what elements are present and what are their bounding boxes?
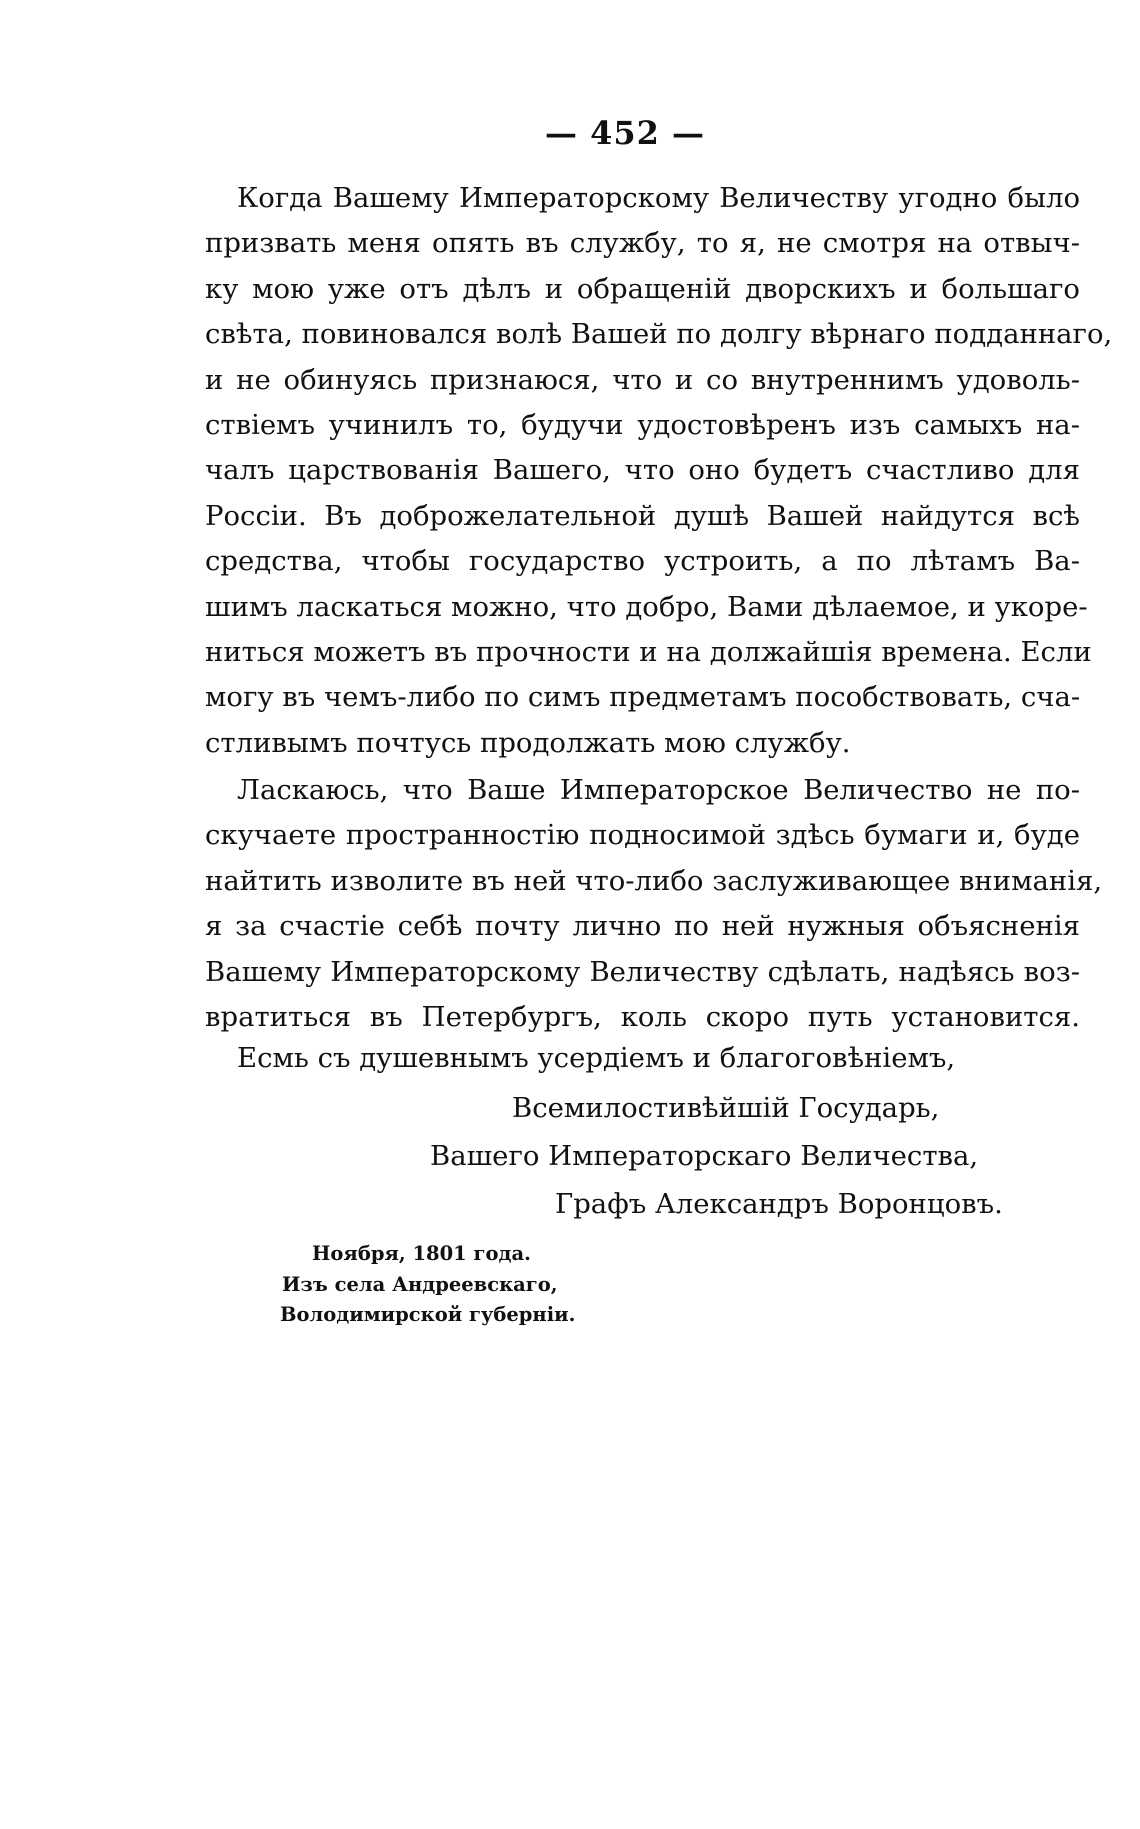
text-line: свѣта, повиновался волѣ Вашей по долгу вѣрнаго подданнаго, xyxy=(205,318,1113,351)
dateline-village: Изъ села Андреевскаго, xyxy=(282,1273,558,1296)
text-line: Ласкаюсь, что Ваше Императорское Величество не по- xyxy=(237,774,1080,806)
text-line: стливымъ почтусь продолжать мою службу. xyxy=(205,726,851,759)
paragraph-1 xyxy=(205,176,1113,766)
page-number: — 452 — xyxy=(544,114,706,152)
signature-salutation: Всемилостивѣйшій Государь, xyxy=(512,1092,940,1124)
text-line: найтить изволите въ ней что-либо заслуживающее вниманія, xyxy=(205,864,1103,897)
text-line: ствіемъ учинилъ то, будучи удостовѣренъ изъ самыхъ на- xyxy=(205,409,1080,442)
text-line: Россіи. Въ доброжелательной душѣ Вашей найдутся всѣ xyxy=(205,499,1080,532)
text-line: могу въ чемъ-либо по симъ предметамъ пособствовать, сча- xyxy=(205,681,1081,714)
text-line: ниться можетъ въ прочности и на должайшія времена. Если xyxy=(205,636,1092,669)
text-line: Когда Вашему Императорскому Величеству угодно было xyxy=(237,182,1080,214)
text-line: я за счастіе себѣ почту лично по ней нужныя объясненія xyxy=(205,910,1080,943)
closing-line: Есмь съ душевнымъ усердіемъ и благоговѣніемъ, xyxy=(237,1042,956,1074)
text-line: вратиться въ Петербургъ, коль скоро путь установится. xyxy=(205,1001,1080,1034)
signature-name: Графъ Александръ Воронцовъ. xyxy=(555,1188,1003,1220)
dateline-province: Володимирской губерніи. xyxy=(280,1303,576,1326)
text-line: ку мою уже отъ дѣлъ и обращеній дворскихъ и большаго xyxy=(205,272,1080,305)
text-line: и не обинуясь признаюся, что и со внутреннимъ удоволь- xyxy=(205,363,1080,396)
paragraph-2 xyxy=(205,768,1103,1040)
text-line: скучаете пространностію подносимой здѣсь бумаги и, буде xyxy=(205,819,1080,852)
text-line: чалъ царствованія Вашего, что оно будетъ счастливо для xyxy=(205,454,1080,487)
signature-majesty: Вашего Императорскаго Величества, xyxy=(430,1140,979,1172)
dateline-date: Ноября, 1801 года. xyxy=(312,1242,531,1265)
text-line: призвать меня опять въ службу, то я, не смотря на отвыч- xyxy=(205,227,1080,260)
text-line: Вашему Императорскому Величеству сдѣлать, надѣясь воз- xyxy=(205,955,1080,988)
text-line: средства, чтобы государство устроить, а по лѣтамъ Ва- xyxy=(205,545,1080,578)
text-line: шимъ ласкаться можно, что добро, Вами дѣлаемое, и укоре- xyxy=(205,590,1088,623)
